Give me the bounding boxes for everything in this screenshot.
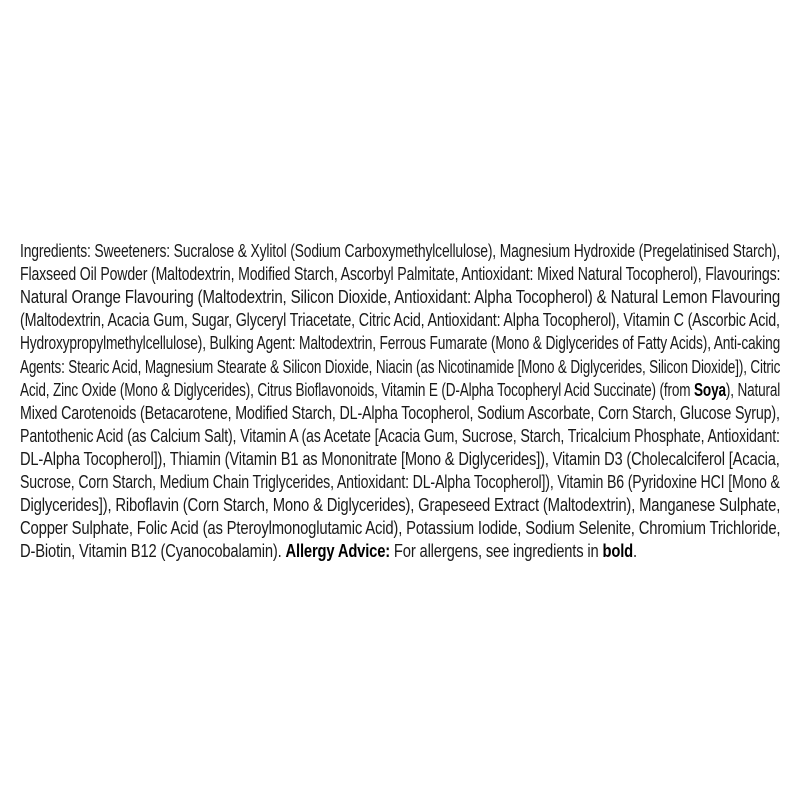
ingredients-line: (Maltodextrin, Acacia Gum, Sugar, Glyceryl Triacetate, Citric Acid, Antioxidant: Alpha Tocopherol), Vitamin C (Ascorbic Acid, bbox=[20, 310, 780, 331]
ingredients-line: Agents: Stearic Acid, Magnesium Stearate & Silicon Dioxide, Niacin (as Nicotinamide [Mono & Diglycerides, Silicon Dioxide]), Citric bbox=[20, 356, 781, 377]
bold-ingredient-text: Soya bbox=[694, 379, 726, 400]
ingredients-line: Acid, Zinc Oxide (Mono & Diglycerides), Citrus Bioflavonoids, Vitamin E (D-Alpha Tocopheryl Acid Succinate) (from Soya), Natural bbox=[20, 379, 781, 400]
ingredients-line: Natural Orange Flavouring (Maltodextrin, Silicon Dioxide, Antioxidant: Alpha Tocopherol) & Natural Lemon Flavouring bbox=[20, 287, 781, 308]
ingredients-line: Flaxseed Oil Powder (Maltodextrin, Modified Starch, Ascorbyl Palmitate, Antioxidant: Mixed Natural Tocopherol), Flavourings: bbox=[20, 264, 781, 285]
ingredients-line: Sucrose, Corn Starch, Medium Chain Triglycerides, Antioxidant: DL-Alpha Tocopherol]), Vitamin B6 (Pyridoxine HCI [Mono & bbox=[20, 472, 780, 492]
bold-ingredient-text: bold bbox=[602, 541, 634, 562]
ingredients-line: Diglycerides]), Riboflavin (Corn Starch, Mono & Diglycerides), Grapeseed Extract (Maltodextrin), Manganese Sulphate, bbox=[20, 495, 781, 516]
ingredients-line: D-Biotin, Vitamin B12 (Cyanocobalamin). Allergy Advice: For allergens, see ingredients in bold. bbox=[20, 541, 637, 562]
ingredients-line: DL-Alpha Tocopherol]), Thiamin (Vitamin B1 as Mononitrate [Mono & Diglycerides]), Vitamin D3 (Cholecalciferol [Acacia, bbox=[20, 448, 780, 469]
ingredients-line: Mixed Carotenoids (Betacarotene, Modified Starch, DL-Alpha Tocopherol, Sodium Ascorbate, Corn Starch, Glucose Syrup), bbox=[20, 402, 780, 423]
ingredients-line: Ingredients: Sweeteners: Sucralose & Xylitol (Sodium Carboxymethylcellulose), Magnesium Hydroxide (Pregelatinised Starch), bbox=[20, 241, 781, 261]
ingredients-label bbox=[20, 0, 792, 800]
ingredients-line: Hydroxypropylmethylcellulose), Bulking Agent: Maltodextrin, Ferrous Fumarate (Mono & Diglycerides of Fatty Acids), Anti-caking bbox=[20, 333, 781, 354]
bold-ingredient-text: Allergy Advice: bbox=[285, 541, 390, 562]
ingredients-line: Pantothenic Acid (as Calcium Salt), Vitamin A (as Acetate [Acacia Gum, Sucrose, Starch, Tricalcium Phosphate, Antioxidant: bbox=[20, 425, 780, 446]
ingredients-line: Copper Sulphate, Folic Acid (as Pteroylmonoglutamic Acid), Potassium Iodide, Sodium Selenite, Chromium Trichloride, bbox=[20, 518, 781, 539]
